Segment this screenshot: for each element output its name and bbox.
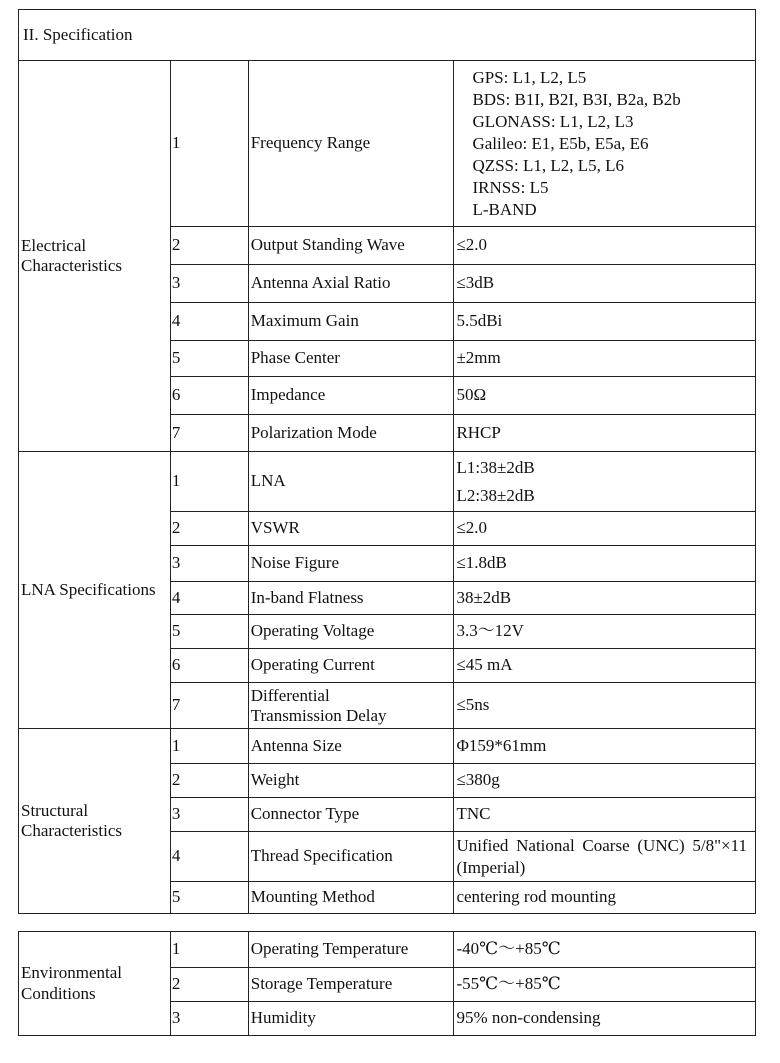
param-value: 95% non-condensing bbox=[454, 1002, 756, 1036]
param-label: Humidity bbox=[248, 1002, 454, 1036]
param-value: 38±2dB bbox=[454, 582, 756, 615]
row-number: 4 bbox=[170, 582, 248, 615]
row-number: 4 bbox=[170, 832, 248, 882]
param-label: Frequency Range bbox=[248, 61, 454, 227]
row-number: 1 bbox=[170, 61, 248, 227]
spec-table bbox=[18, 9, 756, 914]
param-value: ≤45 mA bbox=[454, 649, 756, 683]
param-label: Phase Center bbox=[248, 341, 454, 377]
row-number: 4 bbox=[170, 303, 248, 341]
frequency-range-value: GPS: L1, L2, L5 BDS: B1I, B2I, B3I, B2a, B2b GLONASS: L1, L2, L3 Galileo: E1, E5b, E5a, E6 QZSS: L1, L2, L5, L6 IRNSS: L5 L-BAND bbox=[454, 61, 756, 227]
row-number: 2 bbox=[170, 512, 248, 546]
param-value: TNC bbox=[454, 798, 756, 832]
param-value: ±2mm bbox=[454, 341, 756, 377]
row-number: 1 bbox=[170, 932, 248, 968]
param-label: Polarization Mode bbox=[248, 415, 454, 452]
row-number: 3 bbox=[170, 1002, 248, 1036]
row-number: 6 bbox=[170, 377, 248, 415]
lna-gain-value: L1:38±2dB L2:38±2dB bbox=[454, 452, 756, 512]
param-label: Antenna Axial Ratio bbox=[248, 265, 454, 303]
param-value: 3.3～12V bbox=[454, 615, 756, 649]
row-number: 2 bbox=[170, 968, 248, 1002]
param-value: ≤3dB bbox=[454, 265, 756, 303]
param-value: Unified National Coarse (UNC) 5/8"×11 (Imperial) bbox=[454, 832, 756, 882]
param-label: Impedance bbox=[248, 377, 454, 415]
param-label: Thread Specification bbox=[248, 832, 454, 882]
param-value: centering rod mounting bbox=[454, 882, 756, 914]
group-label-structural: Structural Characteristics bbox=[19, 729, 171, 914]
param-label: Storage Temperature bbox=[248, 968, 454, 1002]
param-value: RHCP bbox=[454, 415, 756, 452]
param-label: Operating Temperature bbox=[248, 932, 454, 968]
param-value: Φ159*61mm bbox=[454, 729, 756, 764]
param-label: Maximum Gain bbox=[248, 303, 454, 341]
group-label-electrical: Electrical Characteristics bbox=[19, 61, 171, 452]
row-number: 2 bbox=[170, 764, 248, 798]
row-number: 3 bbox=[170, 798, 248, 832]
row-number: 6 bbox=[170, 649, 248, 683]
param-value: ≤1.8dB bbox=[454, 546, 756, 582]
row-number: 5 bbox=[170, 615, 248, 649]
row-number: 3 bbox=[170, 546, 248, 582]
param-label: Antenna Size bbox=[248, 729, 454, 764]
environmental-table bbox=[18, 931, 756, 1036]
row-number: 3 bbox=[170, 265, 248, 303]
row-number: 7 bbox=[170, 683, 248, 729]
param-value: 50Ω bbox=[454, 377, 756, 415]
param-label: Output Standing Wave bbox=[248, 227, 454, 265]
param-label: Connector Type bbox=[248, 798, 454, 832]
group-label-lna: LNA Specifications bbox=[19, 452, 171, 729]
row-number: 2 bbox=[170, 227, 248, 265]
row-number: 7 bbox=[170, 415, 248, 452]
param-value: ≤2.0 bbox=[454, 512, 756, 546]
param-label: Weight bbox=[248, 764, 454, 798]
param-value: -55℃～+85℃ bbox=[454, 968, 756, 1002]
param-value: ≤2.0 bbox=[454, 227, 756, 265]
param-value: ≤5ns bbox=[454, 683, 756, 729]
param-label: Differential Transmission Delay bbox=[248, 683, 454, 729]
section-title: II. Specification bbox=[19, 10, 756, 61]
param-value: 5.5dBi bbox=[454, 303, 756, 341]
param-label: LNA bbox=[248, 452, 454, 512]
param-value: ≤380g bbox=[454, 764, 756, 798]
param-label: Mounting Method bbox=[248, 882, 454, 914]
row-number: 1 bbox=[170, 729, 248, 764]
param-label: VSWR bbox=[248, 512, 454, 546]
param-label: Noise Figure bbox=[248, 546, 454, 582]
param-label: In-band Flatness bbox=[248, 582, 454, 615]
param-value: -40℃～+85℃ bbox=[454, 932, 756, 968]
row-number: 1 bbox=[170, 452, 248, 512]
row-number: 5 bbox=[170, 341, 248, 377]
param-label: Operating Current bbox=[248, 649, 454, 683]
row-number: 5 bbox=[170, 882, 248, 914]
group-label-environmental: Environmental Conditions bbox=[19, 932, 171, 1036]
param-label: Operating Voltage bbox=[248, 615, 454, 649]
